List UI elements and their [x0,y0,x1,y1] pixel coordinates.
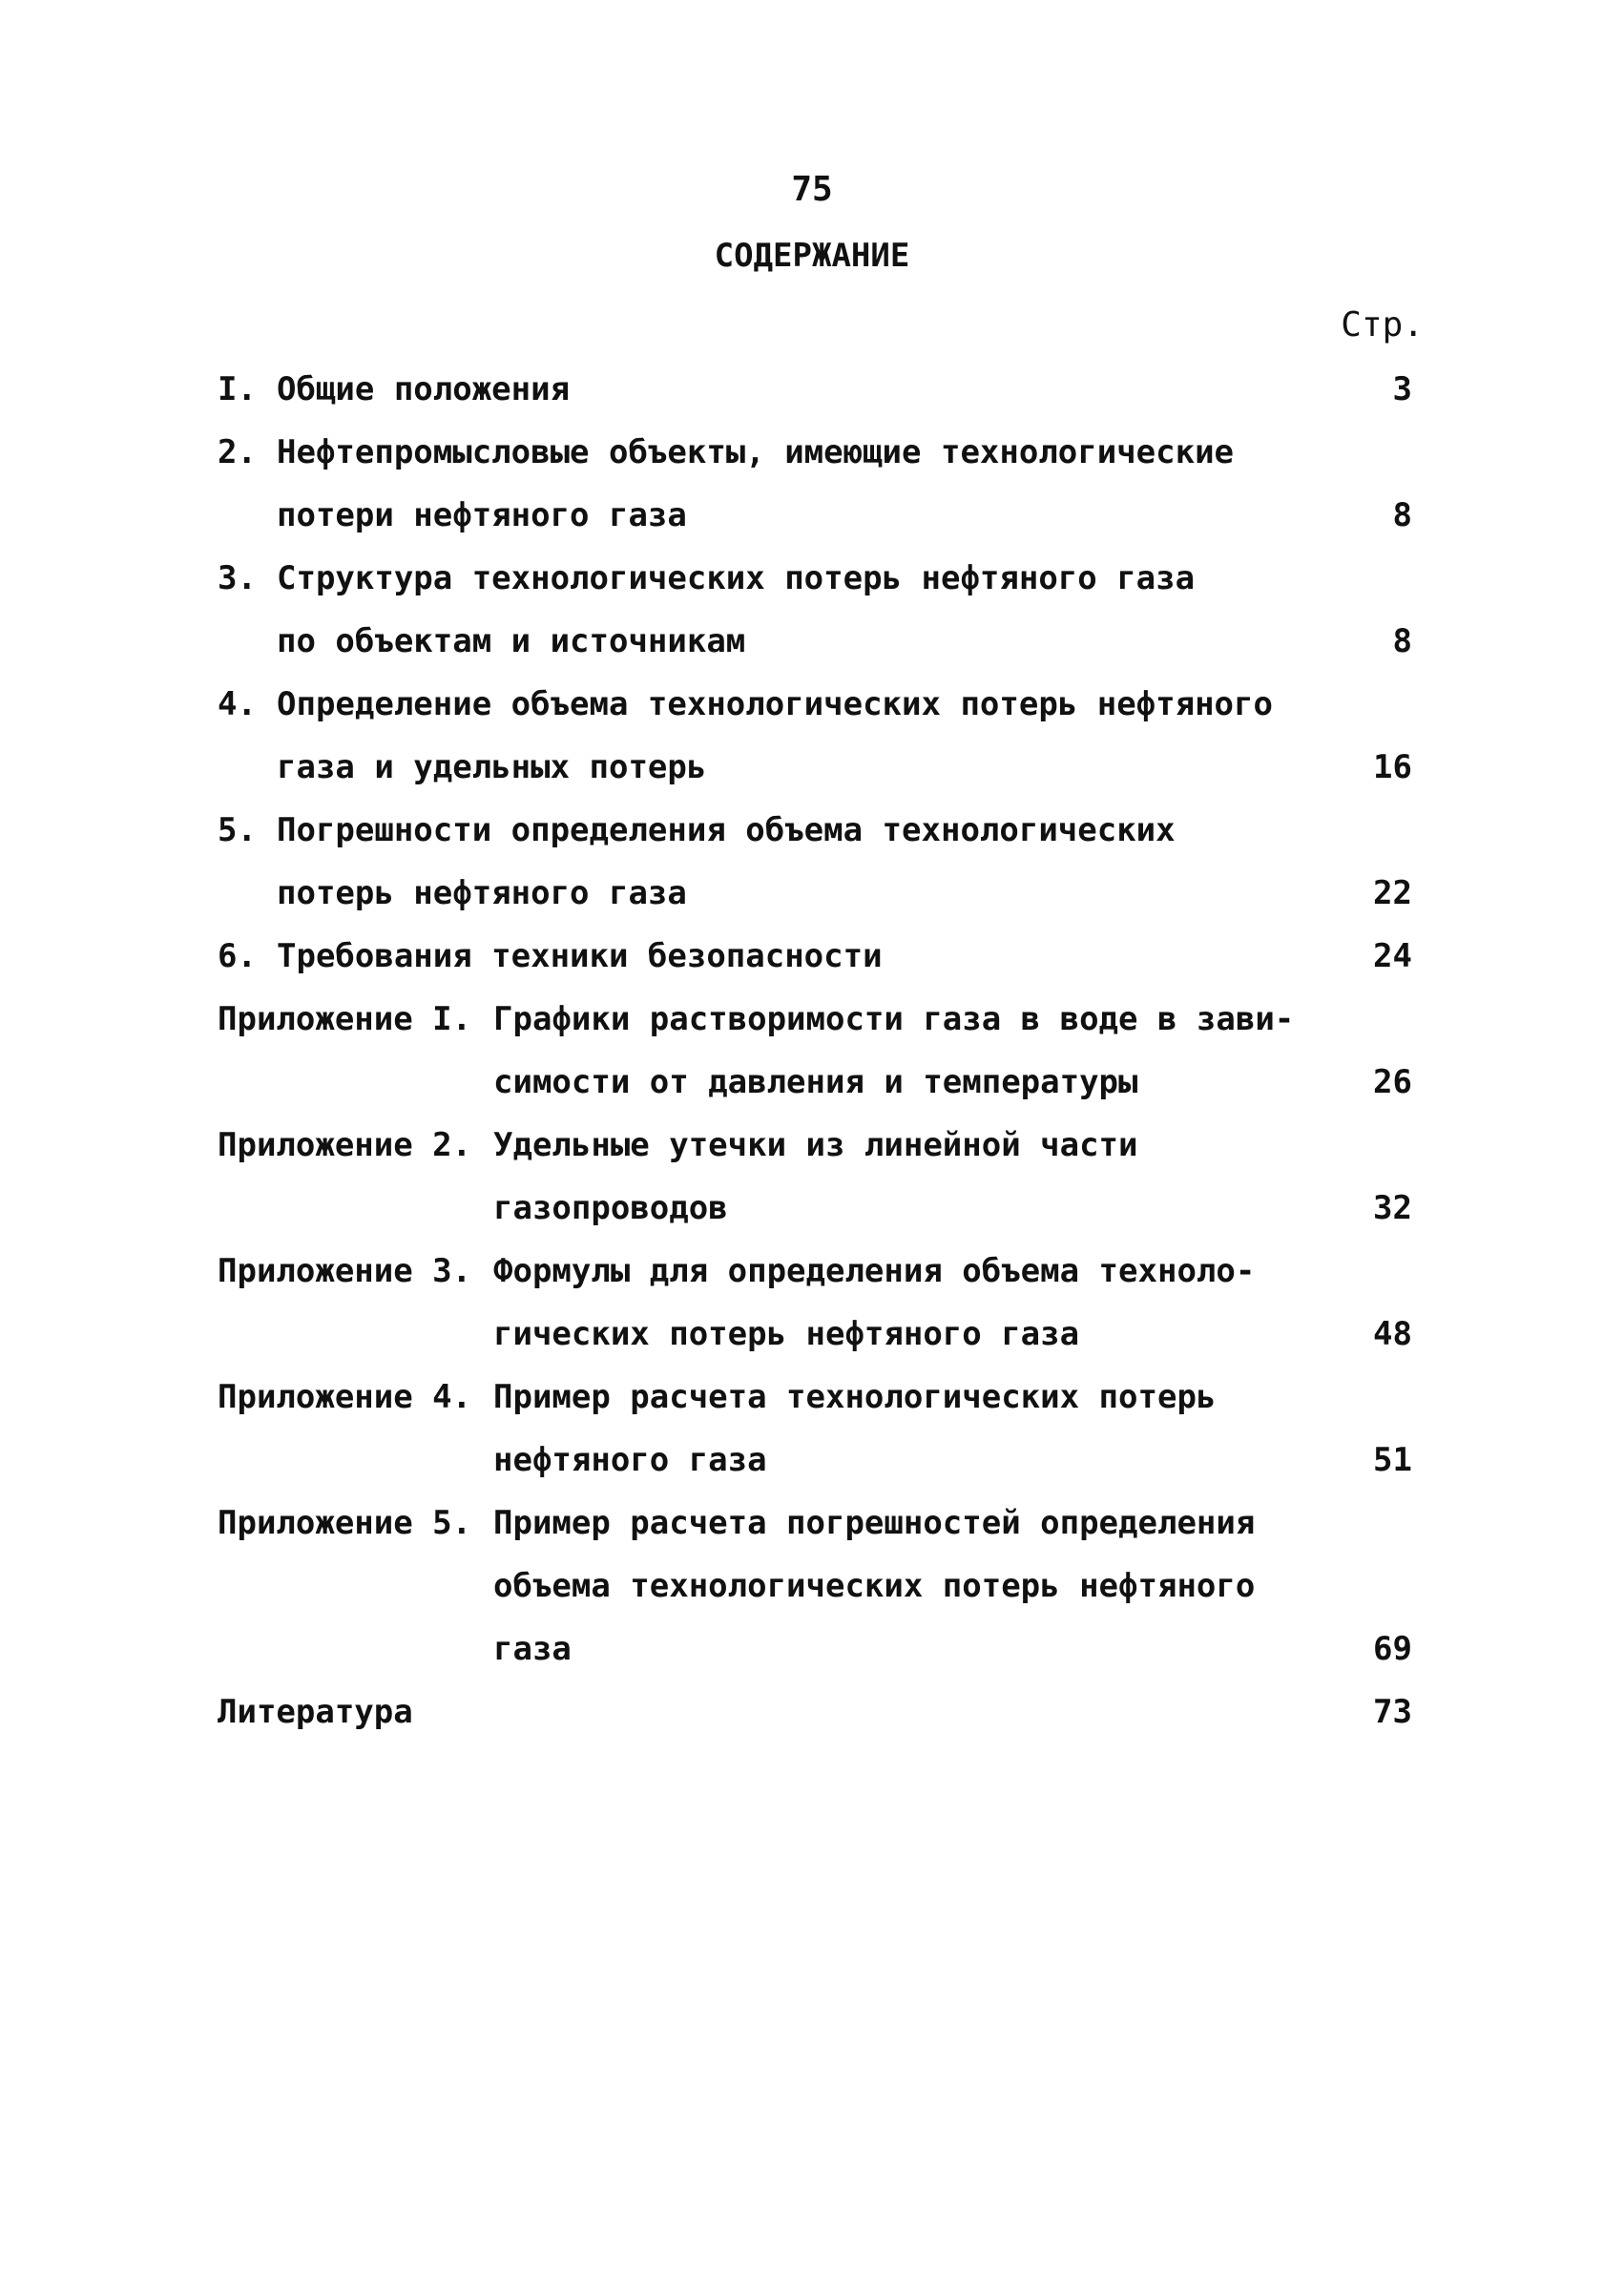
toc-label: Приложение 2. [218,1126,472,1164]
toc-label: Литература [218,1693,413,1731]
toc-page: 16 [1373,748,1412,786]
toc-line [0,622,1624,685]
toc-line [0,1378,1624,1441]
toc-text: Общие положения [277,370,571,408]
toc-line [0,1000,1624,1063]
toc-label: 3. [218,559,257,597]
toc-line [0,370,1624,433]
page-column-label: Стр. [1341,305,1424,345]
toc-line [0,937,1624,1000]
toc-line [0,559,1624,622]
toc-line [0,1189,1624,1252]
toc-line [0,1441,1624,1504]
toc-text: Требования техники безопасности [277,937,883,975]
page-number: 75 [791,170,833,209]
toc-page: 8 [1392,622,1412,660]
toc-text: потери нефтяного газа [277,496,687,534]
toc-page: 24 [1373,937,1412,975]
toc-text: Погрешности определения объема технологических [277,811,1176,849]
toc-line [0,1126,1624,1189]
toc-page: 48 [1373,1315,1412,1353]
toc-text: Графики растворимости газа в воде в зави- [493,1000,1295,1038]
toc-page: 69 [1373,1630,1412,1668]
toc-page: 22 [1373,874,1412,912]
toc-line [0,874,1624,937]
toc-line [0,496,1624,559]
toc-label: I. [218,370,257,408]
toc-text: потерь нефтяного газа [277,874,687,912]
toc-text: гических потерь нефтяного газа [493,1315,1080,1353]
toc-text: Пример расчета погрешностей определения [493,1504,1256,1542]
toc-line [0,1567,1624,1630]
toc-text: газа [493,1630,572,1668]
toc-label: 5. [218,811,257,849]
toc-text: Структура технологических потерь нефтяного газа [277,559,1196,597]
toc-line [0,1063,1624,1126]
toc-line [0,1504,1624,1567]
toc-text: Формулы для определения объема техноло- [493,1252,1256,1290]
toc-text: нефтяного газа [493,1441,767,1479]
toc-text: Нефтепромысловые объекты, имеющие технологические [277,433,1235,471]
toc-label: 2. [218,433,257,471]
toc-line [0,685,1624,748]
toc-page: 26 [1373,1063,1412,1101]
toc-label: 4. [218,685,257,723]
toc-page: 51 [1373,1441,1412,1479]
toc-label: Приложение I. [218,1000,472,1038]
toc-page: 8 [1392,496,1412,534]
toc-line [0,1252,1624,1315]
toc-label: Приложение 3. [218,1252,472,1290]
toc-line [0,1630,1624,1693]
toc-page: 73 [1373,1693,1412,1731]
toc-line [0,748,1624,811]
toc-text: Пример расчета технологических потерь [493,1378,1217,1416]
toc-page: 32 [1373,1189,1412,1227]
toc-text: газа и удельных потерь [277,748,707,786]
page-title: СОДЕРЖАНИЕ [714,237,910,275]
toc-label: Приложение 5. [218,1504,472,1542]
toc-text: газопроводов [493,1189,728,1227]
toc-line [0,811,1624,874]
toc-text: Удельные утечки из линейной части [493,1126,1138,1164]
toc-line [0,433,1624,496]
toc-line [0,1693,1624,1756]
toc-text: объема технологических потерь нефтяного [493,1567,1256,1605]
toc-text: симости от давления и температуры [493,1063,1138,1101]
toc-label: 6. [218,937,257,975]
toc-line [0,1315,1624,1378]
toc-page: 3 [1392,370,1412,408]
toc-text: по объектам и источникам [277,622,746,660]
toc-text: Определение объема технологических потерь нефтяного [277,685,1273,723]
toc-label: Приложение 4. [218,1378,472,1416]
